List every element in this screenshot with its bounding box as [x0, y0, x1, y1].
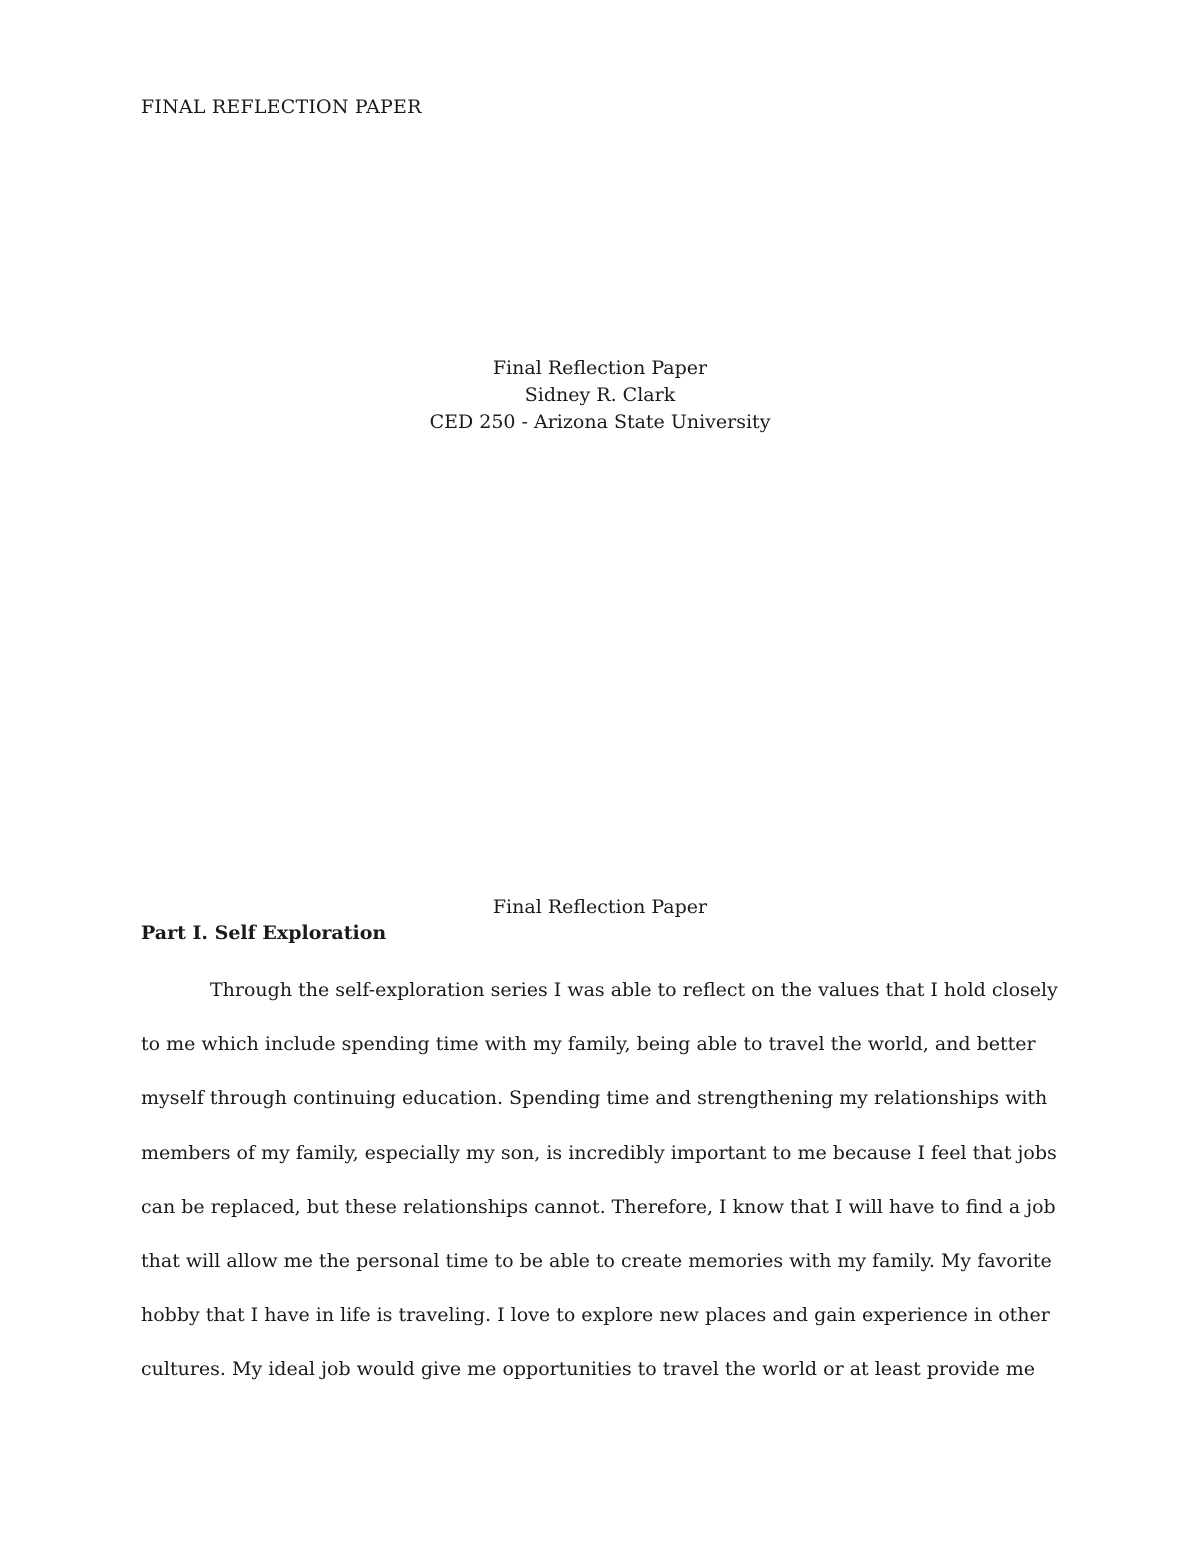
body-paragraph: [141, 976, 1061, 1410]
course-affiliation: CED 250 - Arizona State University: [429, 411, 771, 433]
title-page-title: Final Reflection Paper: [492, 357, 708, 379]
running-head: FINAL REFLECTION PAPER: [141, 96, 422, 118]
paragraph-line: myself through continuing education. Spending time and strengthening my relationships with: [141, 1087, 1048, 1110]
paragraph-line: members of my family, especially my son, is incredibly important to me because I feel that jobs: [141, 1141, 1057, 1164]
paragraph-line: hobby that I have in life is traveling. I love to explore new places and gain experience in other: [141, 1304, 1050, 1327]
title-block: [0, 355, 1200, 436]
paragraph-line: Through the self-exploration series I was able to reflect on the values that I hold closely: [210, 979, 1058, 1001]
paper-title: Final Reflection Paper: [492, 896, 708, 918]
section-heading: Part I. Self Exploration: [141, 922, 387, 944]
paragraph-line: can be replaced, but these relationships cannot. Therefore, I know that I will have to find a job: [141, 1195, 1056, 1218]
paragraph-line: cultures. My ideal job would give me opportunities to travel the world or at least provide me: [141, 1358, 1035, 1381]
paragraph-line: that will allow me the personal time to be able to create memories with my family. My favorite: [141, 1249, 1052, 1272]
paragraph-line: to me which include spending time with my family, being able to travel the world, and better: [141, 1033, 1036, 1056]
author-name: Sidney R. Clark: [524, 384, 676, 406]
